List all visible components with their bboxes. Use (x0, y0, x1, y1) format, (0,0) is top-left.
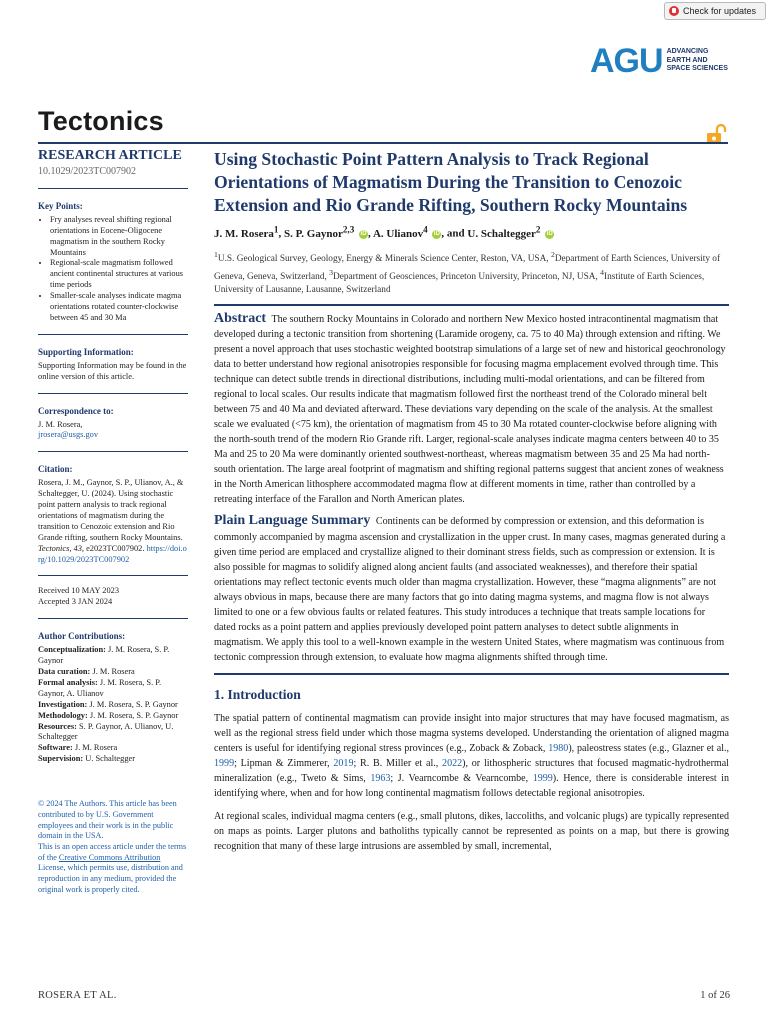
intro-text-segment: ; Lipman & Zimmerer, (234, 758, 334, 770)
contribution-people: S. P. Gaynor, A. Ulianov, U. Schaltegger (38, 721, 174, 742)
title-rule (214, 304, 729, 306)
sidebar-rule (38, 334, 188, 335)
contribution-item (38, 711, 188, 722)
check-updates-label: Check for updates (683, 6, 757, 16)
citation-year-link[interactable]: 1999 (214, 758, 235, 770)
intro-paragraph-1 (214, 711, 729, 801)
contribution-role: Supervision: (38, 754, 84, 764)
license-post: License, which permits use, distribution and reproduction in any medium, provided the original work is properly cited. (38, 863, 183, 894)
agu-tagline-line: EARTH AND (666, 56, 708, 64)
author-affil-sup: 2,3 (342, 224, 355, 234)
intro-text-segment: The spatial pattern of continental magmatism can provide insight into major structures that may have focused magmatism, as well as the regional stress field under which those magma systems developed. Understanding the orientation of aligned magma centers is useful for identifying regional stress provinces (e.g., Zoback & Zoback, (214, 712, 729, 755)
journal-title: Tectonics (38, 106, 164, 136)
author (283, 224, 368, 240)
affil-sup: 3 (329, 267, 334, 277)
agu-logo (590, 44, 728, 78)
contribution-people: J. M. Rosera (92, 667, 135, 676)
main-column (214, 148, 729, 862)
author-affil-sup: 4 (423, 224, 428, 234)
accepted-date: Accepted 3 JAN 2024 (38, 597, 113, 607)
contributions-list (38, 645, 188, 765)
author-name: J. M. Rosera (214, 227, 274, 240)
sidebar-rule (38, 188, 188, 189)
contribution-role: Data curation: (38, 667, 91, 676)
open-access-lock-icon[interactable] (705, 124, 729, 151)
correspondence-heading: Correspondence to: (38, 405, 114, 416)
key-point: • Smaller-scale analyses indicate magma orientations rotated counter-clockwise between 45 and 30 Ma (50, 291, 188, 324)
correspondence-email-link[interactable]: jrosera@usgs.gov (38, 430, 99, 440)
copyright-text: © 2024 The Authors. This article has been contributed to by U.S. Government employees and their work is in the public domain in the USA. (38, 799, 177, 841)
contribution-people: J. M. Rosera, S. P. Gaynor, A. Ulianov (38, 677, 162, 698)
contribution-people: J. M. Rosera (74, 743, 118, 753)
author-sep: , (278, 227, 284, 240)
citation-doi-link[interactable]: https://doi.org/10.1029/2023TC007902 (38, 543, 187, 564)
citation-heading: Citation: (38, 464, 73, 475)
agu-logo-text: AGU (590, 42, 663, 80)
agu-tagline-line: ADVANCING (666, 48, 709, 56)
intro-paragraph-2: At regional scales, individual magma centers (e.g., small plutons, dikes, laccoliths, and volcanic plugs) are typically represented on maps as points. Larger plutons and batholiths typically cannot be represented as points on a map, but there is growing recognition that many of these large intrusions are assembled by small, incremental, (214, 811, 729, 853)
introduction-heading: 1. Introduction (214, 686, 301, 702)
affil-sup: 4 (600, 267, 605, 277)
intro-text-segment: ), paleostress states (e.g., Glazner et al., (568, 743, 730, 755)
citation-year-link[interactable]: 1980 (548, 743, 569, 755)
sidebar-rule (38, 618, 188, 619)
sidebar-rule (38, 393, 188, 394)
citation-text (38, 478, 188, 565)
citation-year-link[interactable]: 1999 (532, 773, 553, 785)
received-date: Received 10 MAY 2023 (38, 586, 120, 596)
contribution-role: Formal analysis: (38, 677, 98, 687)
contribution-item (38, 678, 188, 700)
key-points-list (38, 215, 188, 324)
check-for-updates-button[interactable] (664, 2, 766, 20)
author-affil-sup: 2 (535, 224, 541, 234)
author-name: A. Ulianov (372, 227, 424, 240)
contributions-heading: Author Contributions: (38, 631, 126, 642)
author (372, 224, 441, 240)
contribution-item (38, 754, 188, 765)
contribution-role: Conceptualization: (38, 645, 106, 655)
contribution-people: J. M. Rosera, S. P. Gaynor (89, 699, 178, 709)
author-name: S. P. Gaynor (283, 227, 343, 240)
contribution-role: Software: (38, 743, 73, 753)
intro-text-segment: ). Hence, there is considerable interest in identifying where, when and for how long continental magmatism follows detectable regional anisotropies. (214, 773, 729, 800)
intro-text-segment: ), or lithospheric structures that focused magmatic-hydrothermal mineralization (e.g., Tweto & Sims, (214, 758, 729, 785)
citation-body: Rosera, J. M., Gaynor, S. P., Ulianov, A., & Schaltegger, U. (2024). Using stochastic point pattern analysis to track regional orientations of magmatism during the transition to Cenozoic extension and Rio Grande rifting, southern Rocky Mountains. (38, 478, 184, 542)
sidebar-rule (38, 451, 188, 452)
introduction-body (214, 711, 729, 854)
contribution-role: Methodology: (38, 710, 88, 720)
agu-tagline-line: SPACE SCIENCES (666, 65, 728, 73)
contribution-item (38, 722, 188, 744)
footer-authors: ROSERA ET AL. (38, 990, 117, 1001)
contribution-item (38, 645, 188, 667)
license-pre: This is an open access article under the terms of the (38, 841, 187, 862)
contribution-item (38, 743, 188, 754)
author-list (214, 224, 729, 240)
footer-page-number: 1 of 26 (700, 990, 730, 1001)
supporting-info-text: Supporting Information may be found in the online version of this article. (38, 360, 187, 381)
citation-year-link[interactable]: 2022 (442, 758, 463, 770)
update-icon (669, 6, 679, 16)
sidebar-rule (38, 575, 188, 576)
citation-article-id: e2023TC007902. (86, 543, 145, 553)
affiliation: Department of Earth Sciences, University of Geneva, Geneva, Switzerland, (214, 253, 721, 282)
creative-commons-link[interactable]: Creative Commons Attribution (58, 852, 161, 862)
contribution-item (38, 667, 188, 678)
intro-text-segment: ; R. B. Miller et al., (353, 758, 443, 770)
intro-text-segment: ; J. Vearncombe & Vearncombe, (390, 773, 533, 785)
orcid-icon[interactable]: iD (433, 230, 440, 237)
affiliation: U.S. Geological Survey, Geology, Energy & Minerals Science Center, Reston, VA, USA, (217, 253, 551, 264)
paper-title: Using Stochastic Point Pattern Analysis to Track Regional Orientations of Magmatism During the Transition to Cenozoic Extension and Rio Grande Rifting, Southern Rocky Mountains (214, 149, 688, 215)
sidebar (38, 148, 188, 895)
contribution-item (38, 700, 188, 711)
supporting-info-heading: Supporting Information: (38, 346, 134, 357)
key-point: • Regional-scale magmatism followed ancient continental structures at various time periods (50, 258, 188, 291)
contribution-people: U. Schaltegger (85, 754, 136, 764)
affil-sup: 1 (214, 249, 218, 259)
license-text (38, 842, 188, 896)
author (214, 224, 279, 240)
affiliations (214, 248, 729, 297)
affiliation: Department of Geosciences, Princeton University, Princeton, NJ, USA, (333, 271, 601, 282)
orcid-icon[interactable]: iD (546, 230, 553, 237)
copyright-notice (38, 799, 188, 895)
author-affil-sup: 1 (273, 224, 279, 234)
contribution-people: J. M. Rosera, S. P. Gaynor (38, 645, 170, 666)
contribution-role: Resources: (38, 721, 77, 731)
agu-tagline (667, 48, 728, 74)
affiliation: Institute of Earth Sciences, University of Lausanne, Lausanne, Switzerland (214, 271, 705, 295)
citation-year-link[interactable]: 2019 (333, 758, 354, 770)
correspondence-name: J. M. Rosera, (38, 419, 83, 429)
key-point: • Fry analyses reveal shifting regional orientations in Eocene-Oligocene magmatism in the southern Rocky Mountains (50, 215, 188, 259)
article-type: RESEARCH ARTICLE (38, 148, 182, 163)
abstract-text: The southern Rocky Mountains in Colorado and northern New Mexico hosted intracontinental magmatism that developed during a tectonic transition from shortening (Laramide orogeny, ca. 75 to 40 Ma) through extension and rifting. We present a novel approach that uses stochastic weighted bootstrap simulations of a large set of new and historical geochronology data to better understand how regional anisotropies responsible for focusing magma emplacement evolved through time. This technique can detect subtle trends in directional distributions, including multi-modal orientations, and can be filtered from regional to local scales. Our results indicate that magmatism followed first the northeast trend of the Colorado mineral belt between 75 and 40 Ma and deviated afterward. These deviations vary depending on the scale of the analysis. At the smallest scale we evaluated (<75 km), the orientation of magmatism from 45 to 30 Ma rotated counter-clockwise before aligning with the north-south trend of the modern Rio Grande rift. Larger, regional-scale analyses indicate magma centers between 40 to 35 Ma and 25 to 20 Ma were dominantly oriented southwest-northeast, whereas magmatism between 35 and 25 Ma had north-south orientation. The large areal footprint of magmatism and shifting regional patterns suggest that ancient zones of weakness in the North American lithosphere accommodated magma flow at different moments in time, rather than controlled by a retreating interface of the Farallon and North American plates. (214, 313, 726, 506)
pls-text: Continents can be deformed by compression or extension, and this deformation is commonly accompanied by magma ascension and crystallization in the upper crust. In many cases, magmas generated during a given time period are emplaced and crystallize aligned to their dominant stress fields, such as compression or extension. It is also possible for magmas to solidify aligned along ancient faults (and associated weaknesses), and therefore their spatial orientations may reflect tectonic events much older than magma crystallization. However, these “magma alignments” are not always obvious in maps, because there are many factors that go into dating magma systems, and magma flow is not always limited to one or a few obvious faults or related features. This study introduces a technique that treats sample locations for dated rocks as a point pattern and applies previously developed point pattern analyses to detect subtle alignments in magmatism. We apply this tool to a well-known example in the western United States, where magmatism was continuous from tectonic compression through extension, to evaluate how magma alignments shifted through time. (214, 516, 726, 663)
key-points-heading: Key Points: (38, 200, 83, 211)
contribution-people: J. M. Rosera, S. P. Gaynor (89, 710, 179, 720)
author-name: U. Schaltegger (467, 227, 536, 240)
abstract-heading: Abstract (214, 310, 267, 326)
affil-sup: 2 (550, 249, 555, 259)
plain-language-summary (214, 513, 729, 664)
citation-year-link[interactable]: 1963 (370, 773, 391, 785)
author (467, 224, 554, 240)
pls-heading: Plain Language Summary (214, 513, 371, 529)
abstract (214, 311, 729, 508)
orcid-icon[interactable]: iD (360, 230, 367, 237)
header-rule (38, 142, 728, 144)
article-doi[interactable]: 10.1029/2023TC007902 (38, 166, 137, 177)
author-sep: , (368, 227, 373, 240)
contribution-role: Investigation: (38, 699, 88, 709)
section-rule (214, 673, 729, 675)
citation-journal: Tectonics, 43, (38, 543, 84, 553)
author-sep: , and (441, 227, 468, 240)
